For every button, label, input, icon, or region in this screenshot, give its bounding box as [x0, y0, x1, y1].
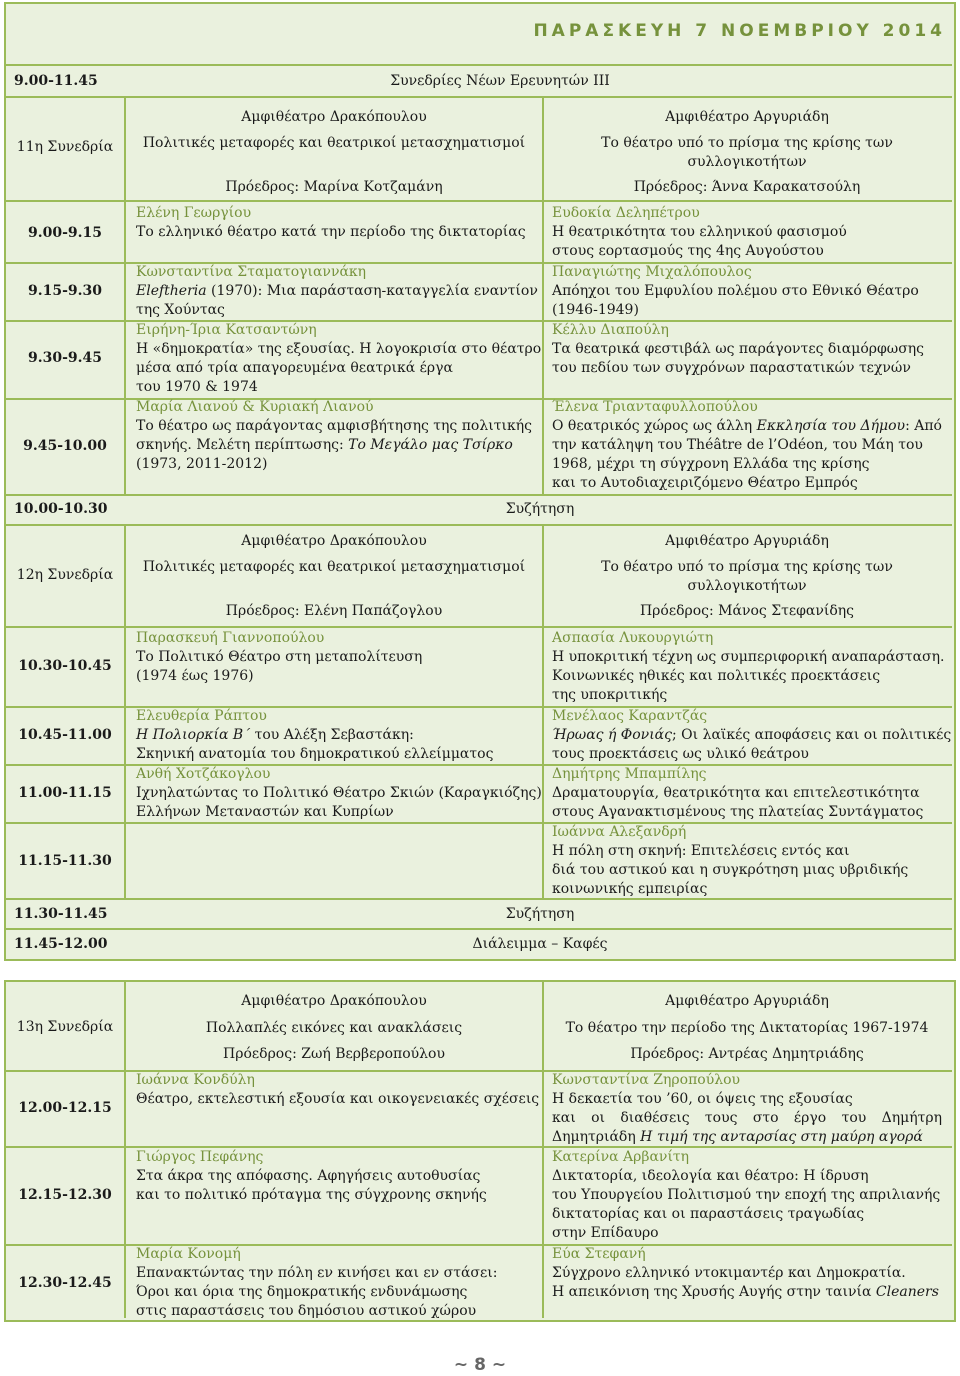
talk-title — [136, 436, 513, 455]
speaker-name: Ιωάννα Αλεξανδρή — [552, 824, 687, 840]
talk-title: στους Αγανακτισμένους της πλατείας Συντάγματος — [552, 804, 924, 820]
talk-title-fragment: σκηνής. Μελέτη περίπτωσης: — [136, 437, 349, 453]
talk-title — [552, 1128, 923, 1147]
divider — [6, 96, 952, 98]
block-title: Συνεδρίες Νέων Ερευνητών ΙΙΙ — [390, 73, 610, 89]
talk-title-fragment: του Αλέξη Σεβαστάκη: — [250, 727, 414, 743]
speaker-name: Εύα Στεφανή — [552, 1246, 646, 1262]
speaker-name: Ασπασία Λυκουργιώτη — [552, 630, 714, 646]
talk-title: Δραματουργία, θεατρικότητα και επιτελεστικότητα — [552, 785, 920, 801]
talk-title — [552, 417, 942, 436]
talk-title-fragment: ; Οι λαϊκές αποφάσεις και οι πολιτικές — [671, 727, 952, 743]
talk-title: στην Επίδαυρο — [552, 1225, 659, 1241]
divider — [6, 898, 952, 900]
divider — [6, 822, 952, 824]
talk-title: διά του αστικού και η συγκρότηση μιας υβριδικής — [552, 862, 909, 878]
talk-title: στις παραστάσεις του δημόσιου αστικού χώρου — [136, 1303, 477, 1319]
talk-title: 1968, μέχρι τη σύγχρονη Ελλάδα της κρίσης — [552, 456, 870, 472]
talk-title — [136, 282, 538, 301]
speaker-name: Κατερίνα Αρβανίτη — [552, 1149, 690, 1165]
speaker-name: Μαρία Λιανού & Κυριακή Λιανού — [136, 399, 374, 415]
talk-title: τους προεκτάσεις ως υλικό θεάτρου — [552, 746, 809, 762]
talk-title: της Χούντας — [136, 302, 225, 318]
talk-title: Η θεατρικότητα του ελληνικού φασισμού — [552, 224, 847, 240]
talk-title: του Υπουργείου Πολιτισμού την εποχή της απριλιανής — [552, 1187, 941, 1203]
talk-title-fragment: Ο θεατρικός χώρος ως άλλη — [552, 418, 757, 434]
slot-time: 9.30-9.45 — [27, 350, 102, 366]
hall-title: Αμφιθέατρο Αργυριάδη — [665, 109, 829, 125]
speaker-name: Γιώργος Πεφάνης — [136, 1149, 264, 1165]
discussion-label: Συζήτηση — [505, 501, 575, 517]
session-label: 11η Συνεδρία — [16, 139, 114, 155]
talk-title: Θέατρο, εκτελεστική εξουσία και οικογενειακές σχέσεις — [136, 1091, 540, 1107]
divider — [6, 524, 952, 526]
divider — [124, 96, 126, 494]
day-header: ΠΑΡΑΣΚΕΥΗ 7 ΝΟΕΜΒΡΙΟΥ 2014 — [533, 21, 946, 41]
session-chair: Πρόεδρος: Άννα Καρακατσούλη — [633, 179, 861, 195]
session-label: 13η Συνεδρία — [16, 1019, 114, 1035]
talk-title: μέσα από τρία απαγορευμένα θεατρικά έργα — [136, 360, 453, 376]
divider — [6, 200, 124, 202]
talk-title-fragment: Το Μεγάλο μας Τσίρκο — [348, 437, 513, 453]
talk-title: του πεδίου των συγχρόνων παραστατικών τεχνών — [552, 360, 911, 376]
talk-title: του 1970 & 1974 — [136, 379, 258, 395]
talk-title: Η «δημοκρατία» της εξουσίας. Η λογοκρισία στο θέατρο — [136, 341, 542, 357]
hall-title: Αμφιθέατρο Δρακόπουλου — [241, 993, 427, 1009]
divider — [6, 928, 952, 930]
talk-title: Τα θεατρικά φεστιβάλ ως παράγοντες διαμόρφωσης — [552, 341, 924, 357]
talk-title: δικτατορίας και οι παραστάσεις τραγωδίας — [552, 1206, 865, 1222]
talk-title: Επανακτώντας την πόλη εν κινήσει και εν στάσει: — [136, 1265, 498, 1281]
break-time: 11.45-12.00 — [14, 936, 108, 952]
session-theme: Το θέατρο υπό το πρίσμα της κρίσης των — [601, 135, 893, 151]
talk-title: και οι διαθέσεις τους στο έργο του Δημήτρη — [552, 1110, 942, 1126]
speaker-name: Ελευθερία Ράπτου — [136, 708, 267, 724]
speaker-name: Ελένη Γεωργίου — [136, 205, 252, 221]
talk-title: Όροι και όρια της δημοκρατικής ενδυνάμωσης — [136, 1284, 468, 1300]
talk-title-fragment: Eleftheria — [136, 283, 207, 299]
talk-title: (1946-1949) — [552, 302, 639, 318]
talk-title: Σύγχρονο ελληνικό ντοκιμαντέρ και Δημοκρατία. — [552, 1265, 906, 1281]
divider — [6, 494, 952, 496]
speaker-name: Ανθή Χοτζάκογλου — [136, 766, 271, 782]
talk-title: την κατάληψη του Théâtre de l’Odéon, του Μάη του — [552, 437, 923, 453]
talk-title-fragment: (1970): Μια παράσταση-καταγγελία εναντίον — [206, 283, 538, 299]
block-time: 9.00-11.45 — [14, 73, 98, 89]
talk-title: Το Πολιτικό Θέατρο στη μεταπολίτευση — [136, 649, 423, 665]
talk-title-fragment: Η Πολιορκία Β΄ — [136, 727, 251, 743]
speaker-name: Ειρήνη-Ίρια Κατσαντώνη — [136, 322, 317, 338]
session-theme: Πολιτικές μεταφορές και θεατρικοί μετασχηματισμοί — [142, 135, 526, 151]
speaker-name: Κωνσταντίνα Σταματογιαννάκη — [136, 264, 367, 280]
slot-time: 12.30-12.45 — [18, 1275, 112, 1291]
slot-time: 9.00-9.15 — [27, 225, 102, 241]
session-chair: Πρόεδρος: Μαρίνα Κοτζαμάνη — [225, 179, 443, 195]
talk-title: Κοινωνικές ηθικές και πολιτικές προεκτάσεις — [552, 668, 881, 684]
divider — [124, 524, 126, 898]
talk-title: (1973, 2011-2012) — [136, 456, 268, 472]
talk-title: (1974 έως 1976) — [136, 668, 254, 684]
talk-title: Δικτατορία, ιδεολογία και θέατρο: Η ίδρυση — [552, 1168, 869, 1184]
speaker-name: Ευδοκία Δεληπέτρου — [552, 205, 700, 221]
talk-title — [552, 726, 951, 745]
talk-title: Απόηχοι του Εμφυλίου πολέμου στο Εθνικό Θέατρο — [552, 283, 919, 299]
slot-time: 11.15-11.30 — [18, 853, 112, 869]
slot-time: 9.15-9.30 — [27, 283, 102, 299]
talk-title: Το θέατρο ως παράγοντας αμφισβήτησης της πολιτικής — [136, 418, 532, 434]
hall-title: Αμφιθέατρο Δρακόπουλου — [241, 533, 427, 549]
session-chair: Πρόεδρος: Ελένη Παπάζογλου — [225, 603, 443, 619]
discussion-time: 10.00-10.30 — [14, 501, 108, 517]
talk-title: Η υποκριτική τέχνη ως συμπεριφορική αναπαράσταση. — [552, 649, 945, 665]
session-theme: Το θέατρο την περίοδο της Δικτατορίας 1967-1974 — [565, 1020, 929, 1036]
talk-title: Ελλήνων Μεταναστών και Κυπρίων — [136, 804, 394, 820]
talk-title-fragment: Εκκλησία του Δήμου — [756, 418, 906, 434]
talk-title: Στα άκρα της απόφασης. Αφηγήσεις αυτοθυσίας — [136, 1168, 481, 1184]
session-chair: Πρόεδρος: Μάνος Στεφανίδης — [639, 603, 855, 619]
speaker-name: Κέλλυ Διαπούλη — [552, 322, 669, 338]
speaker-name: Παρασκευή Γιαννοπούλου — [136, 630, 325, 646]
divider — [6, 64, 952, 66]
discussion-time: 11.30-11.45 — [14, 906, 108, 922]
divider — [6, 626, 952, 628]
hall-title: Αμφιθέατρο Δρακόπουλου — [241, 109, 427, 125]
talk-title-fragment: Η απεικόνιση της Χρυσής Αυγής στην ταινία — [552, 1284, 876, 1300]
session-theme: συλλογικοτήτων — [687, 154, 807, 170]
slot-time: 10.30-10.45 — [18, 658, 112, 674]
talk-title: και το πολιτικό πρόταγμα της σύγχρονης σκηνής — [136, 1187, 487, 1203]
talk-title-fragment: Δημητριάδη — [552, 1129, 641, 1145]
session-theme: Το θέατρο υπό το πρίσμα της κρίσης των — [601, 559, 893, 575]
talk-title: Σκηνική ανατομία του δημοκρατικού ελλείμματος — [136, 746, 494, 762]
session-theme: Πολλαπλές εικόνες και ανακλάσεις — [205, 1020, 463, 1036]
session-theme: συλλογικοτήτων — [687, 578, 807, 594]
talk-title-fragment: : Από — [905, 418, 942, 434]
talk-title-fragment: Ήρωας ή Φονιάς — [552, 727, 672, 743]
speaker-name: Μενέλαος Καραντζάς — [552, 708, 708, 724]
page-number: ~ 8 ~ — [453, 1355, 507, 1375]
slot-time: 11.00-11.15 — [18, 785, 112, 801]
speaker-name: Ιωάννα Κονδύλη — [136, 1072, 255, 1088]
session-theme: Πολιτικές μεταφορές και θεατρικοί μετασχηματισμοί — [142, 559, 526, 575]
break-label: Διάλειμμα – Καφές — [472, 936, 608, 952]
session-chair: Πρόεδρος: Αντρέας Δημητριάδης — [630, 1046, 864, 1062]
speaker-name: Δημήτρης Μπαμπίλης — [552, 766, 707, 782]
talk-title: στους εορτασμούς της 4ης Αυγούστου — [552, 243, 824, 259]
talk-title: Ιχνηλατώντας το Πολιτικό Θέατρο Σκιών (Καραγκιόζης) — [136, 785, 542, 801]
slot-time: 12.15-12.30 — [18, 1187, 112, 1203]
slot-time: 10.45-11.00 — [18, 727, 112, 743]
speaker-name: Έλενα Τριανταφυλλοπούλου — [552, 399, 758, 415]
slot-time: 9.45-10.00 — [23, 438, 107, 454]
talk-title: της υποκριτικής — [552, 687, 668, 703]
talk-title-fragment: Cleaners — [875, 1284, 939, 1300]
speaker-name: Παναγιώτης Μιχαλόπουλος — [552, 264, 752, 280]
talk-title: Η πόλη στη σκηνή: Επιτελέσεις εντός και — [552, 843, 850, 859]
session-label: 12η Συνεδρία — [16, 567, 114, 583]
session-chair: Πρόεδρος: Ζωή Βερβεροπούλου — [223, 1046, 445, 1062]
speaker-name: Κωνσταντίνα Ζηροπούλου — [552, 1072, 741, 1088]
hall-title: Αμφιθέατρο Αργυριάδη — [665, 533, 829, 549]
talk-title: Το ελληνικό θέατρο κατά την περίοδο της δικτατορίας — [136, 224, 526, 240]
discussion-label: Συζήτηση — [505, 906, 575, 922]
talk-title — [552, 1283, 939, 1302]
talk-title: κοινωνικής εμπειρίας — [552, 881, 708, 897]
hall-title: Αμφιθέατρο Αργυριάδη — [665, 993, 829, 1009]
speaker-name: Μαρία Κονομή — [136, 1246, 241, 1262]
talk-title — [136, 726, 414, 745]
talk-title: και το Αυτοδιαχειριζόμενο Θέατρο Εμπρός — [552, 475, 858, 491]
slot-time: 12.00-12.15 — [18, 1100, 112, 1116]
talk-title: Η δεκαετία του ’60, οι όψεις της εξουσίας — [552, 1091, 853, 1107]
divider — [124, 200, 952, 202]
talk-title-fragment: Η τιμή της ανταρσίας στη μαύρη αγορά — [640, 1129, 923, 1145]
